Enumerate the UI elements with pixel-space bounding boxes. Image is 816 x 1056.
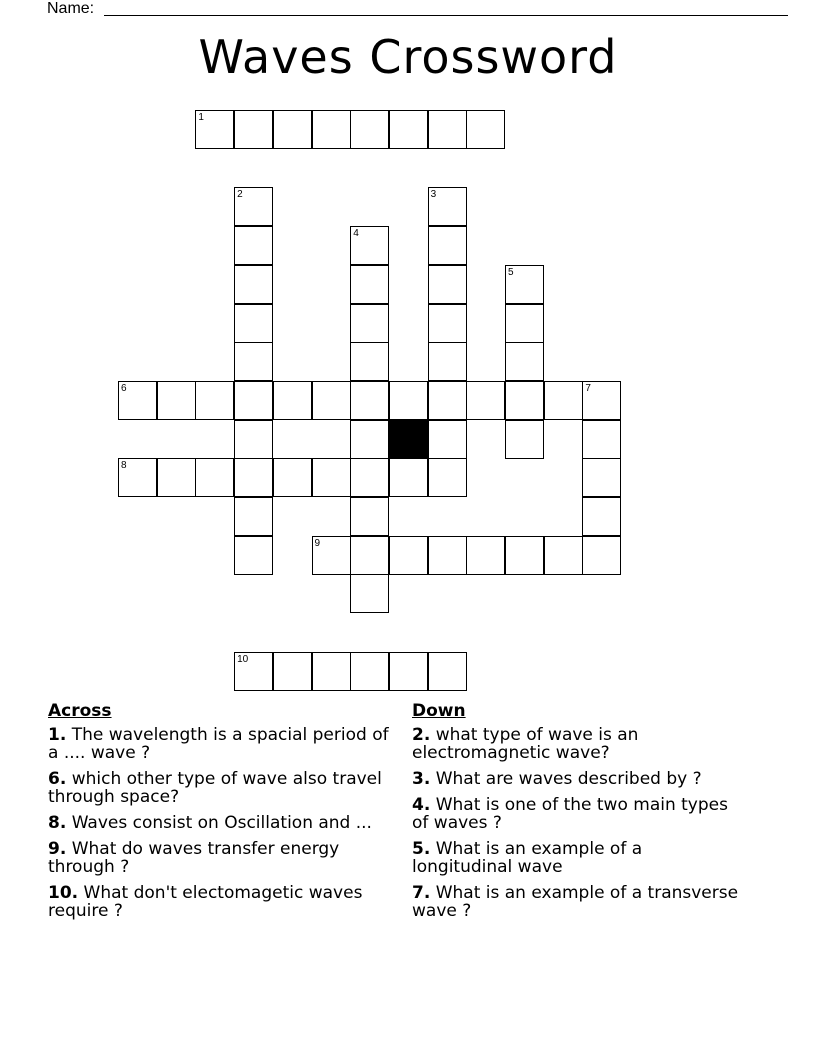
grid-cell[interactable] bbox=[312, 536, 351, 575]
clue-text: What is one of the two main types of waves ? bbox=[412, 795, 728, 833]
cell-number: 6 bbox=[121, 382, 127, 394]
grid-cell[interactable] bbox=[582, 497, 621, 536]
cell-number: 5 bbox=[508, 266, 514, 278]
grid-cell[interactable] bbox=[234, 187, 273, 226]
grid-cell[interactable] bbox=[312, 458, 351, 497]
across-clue bbox=[48, 884, 398, 920]
grid-cell[interactable] bbox=[195, 110, 234, 149]
grid-cell[interactable] bbox=[350, 304, 389, 343]
page-title: Waves Crossword bbox=[198, 30, 618, 84]
grid-cell[interactable] bbox=[350, 458, 389, 497]
grid-cell[interactable] bbox=[350, 497, 389, 536]
grid-cell[interactable] bbox=[234, 110, 273, 149]
clue-number: 10. bbox=[48, 883, 79, 903]
across-clue bbox=[48, 814, 398, 832]
grid-cell[interactable] bbox=[350, 265, 389, 304]
grid-cell[interactable] bbox=[544, 381, 583, 420]
grid-cell[interactable] bbox=[428, 304, 467, 343]
grid-cell[interactable] bbox=[234, 342, 273, 381]
across-clue bbox=[48, 840, 398, 876]
grid-cell[interactable] bbox=[273, 652, 312, 691]
clue-text: What is an example of a transverse wave ? bbox=[412, 883, 739, 921]
grid-cell[interactable] bbox=[505, 536, 544, 575]
grid-cell[interactable] bbox=[428, 381, 467, 420]
grid-cell[interactable] bbox=[389, 458, 428, 497]
grid-cell[interactable] bbox=[582, 536, 621, 575]
clue-text: which other type of wave also travel through space? bbox=[48, 769, 382, 807]
grid-cell[interactable] bbox=[505, 265, 544, 304]
grid-cell[interactable] bbox=[273, 110, 312, 149]
clue-number: 4. bbox=[412, 795, 431, 815]
grid-cell[interactable] bbox=[350, 536, 389, 575]
clue-number: 8. bbox=[48, 813, 67, 833]
down-clues bbox=[412, 702, 742, 928]
grid-cell[interactable] bbox=[234, 497, 273, 536]
grid-cell[interactable] bbox=[234, 652, 273, 691]
grid-cell[interactable] bbox=[234, 458, 273, 497]
grid-cell[interactable] bbox=[157, 381, 196, 420]
clue-text: What are waves described by ? bbox=[430, 769, 702, 789]
down-clue bbox=[412, 840, 742, 876]
grid-cell[interactable] bbox=[428, 342, 467, 381]
grid-cell[interactable] bbox=[350, 420, 389, 459]
grid-cell[interactable] bbox=[544, 536, 583, 575]
grid-cell[interactable] bbox=[466, 381, 505, 420]
grid-cell[interactable] bbox=[466, 110, 505, 149]
grid-cell[interactable] bbox=[505, 381, 544, 420]
cell-number: 2 bbox=[237, 189, 243, 201]
grid-cell[interactable] bbox=[350, 342, 389, 381]
clue-number: 5. bbox=[412, 839, 431, 859]
grid-cell[interactable] bbox=[234, 381, 273, 420]
clue-number: 6. bbox=[48, 769, 67, 789]
clue-text: What is an example of a longitudinal wave bbox=[412, 839, 643, 877]
grid-cell[interactable] bbox=[428, 458, 467, 497]
grid-cell[interactable] bbox=[466, 536, 505, 575]
grid-cell[interactable] bbox=[582, 420, 621, 459]
cell-number: 4 bbox=[353, 228, 359, 240]
down-clue bbox=[412, 884, 742, 920]
grid-cell[interactable] bbox=[157, 458, 196, 497]
grid-cell[interactable] bbox=[312, 381, 351, 420]
grid-cell[interactable] bbox=[118, 458, 157, 497]
grid-cell[interactable] bbox=[428, 536, 467, 575]
grid-cell[interactable] bbox=[428, 420, 467, 459]
grid-cell[interactable] bbox=[505, 304, 544, 343]
grid-cell[interactable] bbox=[195, 381, 234, 420]
clue-text: The wavelength is a spacial period of a .... wave ? bbox=[48, 725, 389, 763]
name-label: Name: bbox=[47, 0, 95, 17]
grid-cell[interactable] bbox=[234, 304, 273, 343]
cell-number: 10 bbox=[237, 653, 249, 665]
cell-number: 1 bbox=[198, 112, 204, 123]
across-heading: Across bbox=[48, 701, 112, 721]
clue-number: 2. bbox=[412, 725, 431, 745]
grid-cell[interactable] bbox=[428, 110, 467, 149]
grid-cell[interactable] bbox=[389, 110, 428, 149]
grid-cell[interactable] bbox=[234, 420, 273, 459]
cell-number: 7 bbox=[585, 382, 591, 394]
grid-cell[interactable] bbox=[118, 381, 157, 420]
grid-cell[interactable] bbox=[234, 265, 273, 304]
grid-cell[interactable] bbox=[350, 226, 389, 265]
grid-cell[interactable] bbox=[428, 652, 467, 691]
grid-cell[interactable] bbox=[505, 420, 544, 459]
grid-cell[interactable] bbox=[195, 458, 234, 497]
grid-cell[interactable] bbox=[273, 381, 312, 420]
grid-cell[interactable] bbox=[505, 342, 544, 381]
grid-cell[interactable] bbox=[350, 110, 389, 149]
down-clue bbox=[412, 770, 742, 788]
grid-cell[interactable] bbox=[582, 381, 621, 420]
down-clue bbox=[412, 796, 742, 832]
down-heading: Down bbox=[412, 701, 466, 721]
across-clues bbox=[48, 702, 398, 928]
grid-cell[interactable] bbox=[389, 652, 428, 691]
grid-cell[interactable] bbox=[389, 536, 428, 575]
grid-cell[interactable] bbox=[582, 458, 621, 497]
clue-text: What don't electomagetic waves require ? bbox=[48, 883, 363, 921]
cell-number: 3 bbox=[430, 189, 437, 201]
down-clue bbox=[412, 726, 742, 762]
grid-cell[interactable] bbox=[428, 187, 467, 226]
grid-cell[interactable] bbox=[234, 536, 273, 575]
grid-cell[interactable] bbox=[312, 652, 351, 691]
blocked-cell bbox=[389, 420, 428, 459]
grid-cell[interactable] bbox=[350, 652, 389, 691]
grid-cell[interactable] bbox=[350, 574, 389, 613]
clue-number: 3. bbox=[412, 769, 431, 789]
clue-text: What do waves transfer energy through ? bbox=[48, 839, 340, 877]
grid-cell[interactable] bbox=[428, 265, 467, 304]
grid-cell[interactable] bbox=[234, 226, 273, 265]
clue-number: 9. bbox=[48, 839, 67, 859]
grid-cell[interactable] bbox=[273, 458, 312, 497]
grid-cell[interactable] bbox=[312, 110, 351, 149]
across-clue bbox=[48, 770, 398, 806]
clue-number: 1. bbox=[48, 725, 67, 745]
cell-number: 9 bbox=[314, 537, 321, 549]
clue-text: Waves consist on Oscillation and ... bbox=[66, 813, 372, 833]
grid-cell[interactable] bbox=[428, 226, 467, 265]
clue-text: what type of wave is an electromagnetic wave? bbox=[412, 725, 639, 763]
grid-cell[interactable] bbox=[350, 381, 389, 420]
across-clue bbox=[48, 726, 398, 762]
grid-cell[interactable] bbox=[389, 381, 428, 420]
clue-number: 7. bbox=[412, 883, 431, 903]
cell-number: 8 bbox=[121, 460, 127, 472]
